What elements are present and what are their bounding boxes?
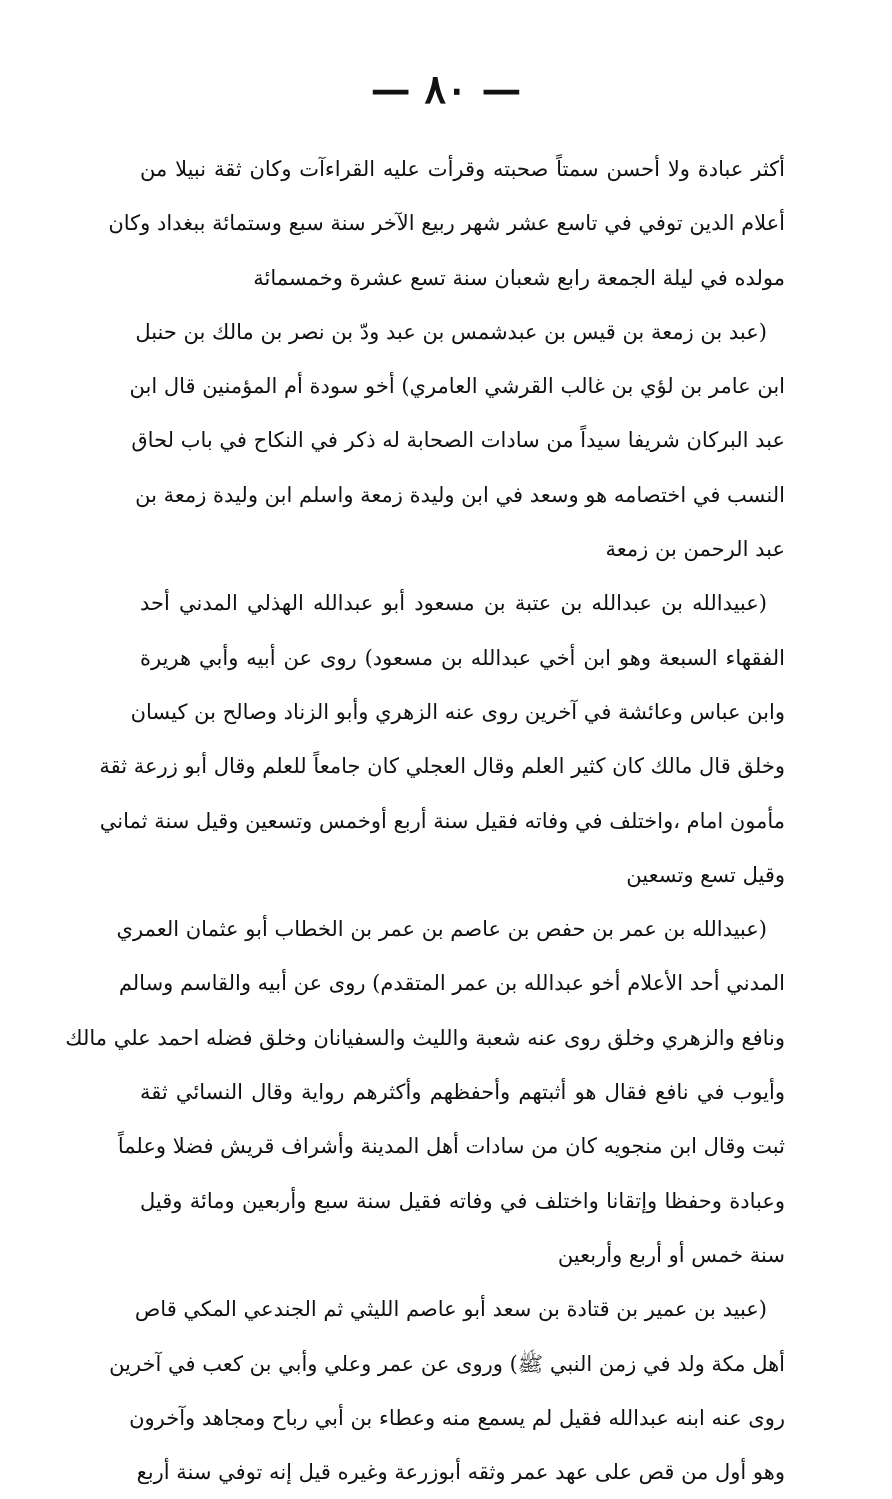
text-line: مأمون امام ،واختلف في وفاته فقيل سنة أربع أوخمس وتسعين وقيل سنة ثماني — [99, 808, 785, 833]
text-line: سنة خمس أو أربع وأربعين — [557, 1242, 785, 1267]
text-line: (عبيد بن عمير بن قتادة بن سعد أبو عاصم الليثي ثم الجندعي المكي قاص — [134, 1297, 767, 1322]
text-line: (عبيدالله بن عمر بن حفص بن عاصم بن عمر بن الخطاب أبو عثمان العمري — [116, 917, 767, 942]
text-line: ونافع والزهري وخلق روى عنه شعبة والليث والسفيانان وخلق فضله احمد علي مالك — [65, 1025, 785, 1050]
text-line: (عبيدالله بن عبدالله بن عتبة بن مسعود أبو عبدالله الهذلي المدني أحد — [140, 591, 767, 616]
text-line: عبد البركان شريفا سيداً من سادات الصحابة له ذكر في النكاح في باب لحاق — [131, 428, 785, 453]
text-line: وخلق قال مالك كان كثير العلم وقال العجلي كان جامعاً للعلم وقال أبو زرعة ثقة — [99, 754, 785, 779]
text-line: ثبت وقال ابن منجويه كان من سادات أهل المدينة وأشراف قريش فضلا وعلماً — [117, 1134, 785, 1159]
text-line: ابن عامر بن لؤي بن غالب القرشي العامري) أخو سودة أم المؤمنين قال ابن — [129, 374, 785, 399]
text-line: أكثر عبادة ولا أحسن سمتاً صحبته وقرأت عليه القراءآت وكان ثقة نبيلا من — [140, 157, 785, 181]
text-line: مولده في ليلة الجمعة رابع شعبان سنة تسع عشرة وخمسمائة — [253, 265, 785, 290]
text-line: وعبادة وحفظا وإتقانا واختلف في وفاته فقيل سنة سبع وأربعين ومائة وقيل — [140, 1188, 785, 1213]
text-line: وابن عباس وعائشة في آخرين روى عنه الزهري وأبو الزناد وصالح بن كيسان — [130, 699, 785, 724]
page-number: — ٨٠ — — [370, 66, 522, 113]
body-text — [65, 142, 785, 1499]
text-line: أعلام الدين توفي في تاسع عشر شهر ربيع الآخر سنة سبع وستمائة ببغداد وكان — [108, 211, 785, 236]
text-line: النسب في اختصامه هو وسعد في ابن وليدة زمعة واسلم ابن وليدة زمعة بن — [135, 482, 785, 507]
text-line: وأيوب في نافع فقال هو أثبتهم وأحفظهم وأكثرهم رواية وقال النسائي ثقة — [140, 1080, 785, 1105]
text-line: وهو أول من قص على عهد عمر وثقه أبوزرعة وغيره قيل إنه توفي سنة أربع — [136, 1460, 785, 1485]
text-line: الفقهاء السبعة وهو ابن أخي عبدالله بن مسعود) روى عن أبيه وأبي هريرة — [140, 645, 785, 670]
text-line: وقيل تسع وتسعين — [626, 862, 785, 887]
text-line: (عبد بن زمعة بن قيس بن عبدشمس بن عبد ودّ بن نصر بن مالك بن حنبل — [135, 319, 767, 344]
text-line: أهل مكة ولد في زمن النبي ﷺ) وروى عن عمر وعلي وأبي بن كعب في آخرين — [109, 1351, 785, 1376]
text-line: عبد الرحمن بن زمعة — [605, 537, 785, 562]
text-line: المدني أحد الأعلام أخو عبدالله بن عمر المتقدم) روى عن أبيه والقاسم وسالم — [118, 971, 785, 996]
text-line: روى عنه ابنه عبدالله فقيل لم يسمع منه وعطاء بن أبي رباح ومجاهد وآخرون — [129, 1405, 785, 1430]
